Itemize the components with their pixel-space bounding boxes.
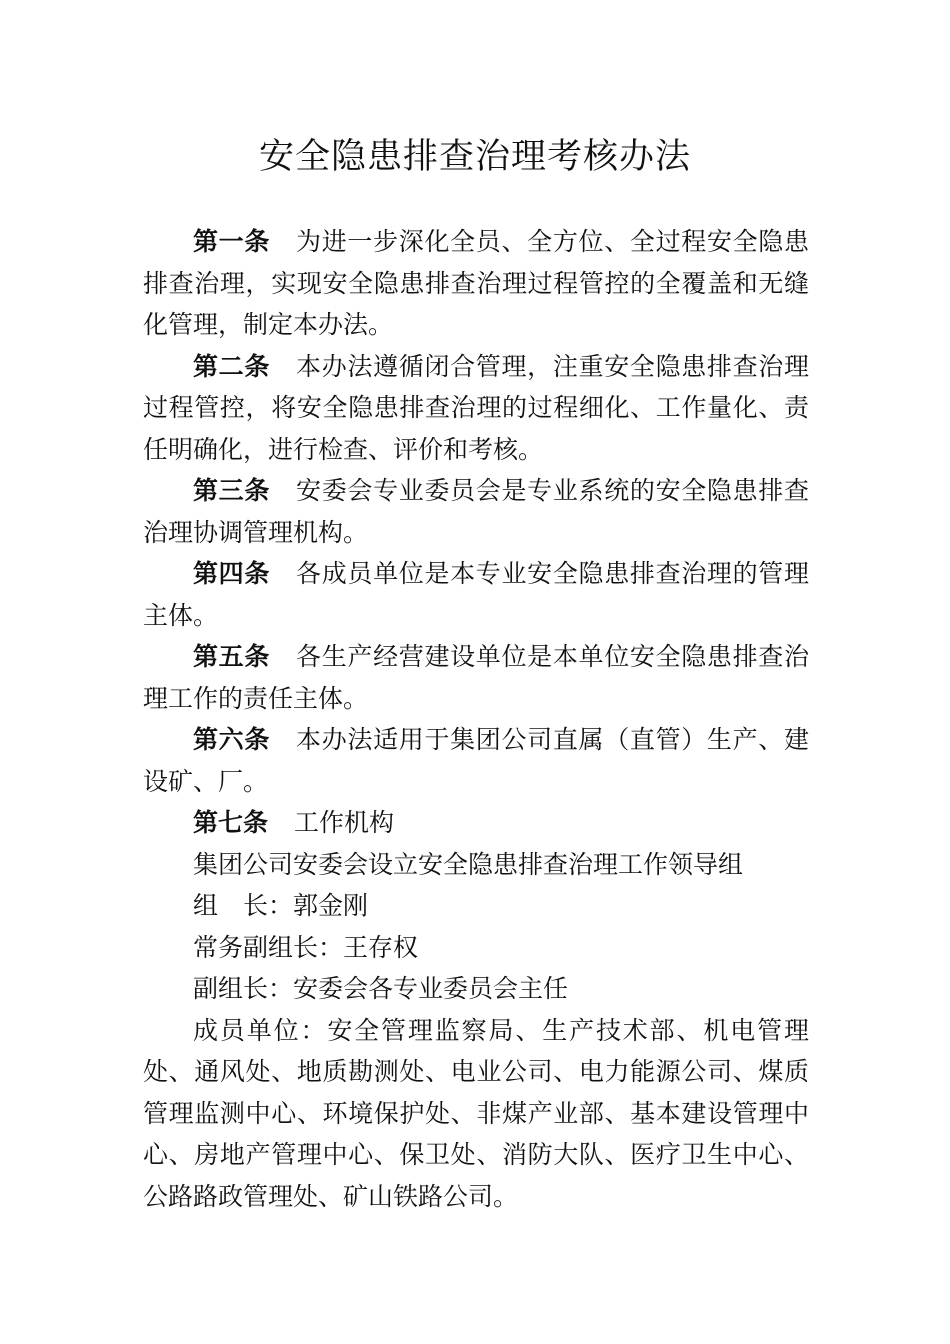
article-7-text: 工作机构 xyxy=(294,808,395,837)
article-3-text: 安委会专业委员会是专业系统的安全隐患排查治理协调管理机构。 xyxy=(143,476,809,547)
article-5-text: 各生产经营建设单位是本单位安全隐患排查治理工作的责任主体。 xyxy=(143,642,809,713)
document-body xyxy=(143,221,809,1217)
article-2-label: 第二条 xyxy=(193,351,271,381)
document-title: 安全隐患排查治理考核办法 xyxy=(258,137,691,177)
article-5 xyxy=(143,636,809,719)
article-1 xyxy=(143,221,809,346)
article-3-label: 第三条 xyxy=(193,476,271,505)
article-4-text: 各成员单位是本专业安全隐患排查治理的管理主体。 xyxy=(143,559,809,630)
article-6-label: 第六条 xyxy=(193,725,271,754)
leader-line: 组 长：郭金刚 xyxy=(193,891,369,920)
member-units-line: 成员单位：安全管理监察局、生产技术部、机电管理处、通风处、地质勘测处、电业公司、电力能源公司、煤质管理监测中心、环境保护处、非煤产业部、基本建设管理中心、房地产管理中心、保卫处、消防大队、医疗卫生中心、公路路政管理处、矿山铁路公司。 xyxy=(143,1015,809,1211)
leading-group-line: 集团公司安委会设立安全隐患排查治理工作领导组 xyxy=(193,849,744,879)
article-7-label: 第七条 xyxy=(193,808,269,837)
executive-deputy-line: 常务副组长：王存权 xyxy=(193,932,419,962)
article-6-text: 本办法适用于集团公司直属（直管）生产、建设矿、厂。 xyxy=(143,725,809,796)
article-2 xyxy=(143,346,809,471)
article-7 xyxy=(143,802,809,844)
article-1-label: 第一条 xyxy=(193,227,271,256)
article-2-text: 本办法遵循闭合管理，注重安全隐患排查治理过程管控，将安全隐患排查治理的过程细化、工作量化、责任明确化，进行检查、评价和考核。 xyxy=(143,351,809,464)
article-5-label: 第五条 xyxy=(193,642,271,671)
article-4-label: 第四条 xyxy=(193,559,271,588)
article-1-text: 为进一步深化全员、全方位、全过程安全隐患排查治理，实现安全隐患排查治理过程管控的全覆盖和无缝化管理，制定本办法。 xyxy=(143,227,809,339)
deputy-line: 副组长：安委会各专业委员会主任 xyxy=(193,974,569,1003)
article-6 xyxy=(143,719,809,802)
article-3 xyxy=(143,470,809,553)
article-4 xyxy=(143,553,809,636)
